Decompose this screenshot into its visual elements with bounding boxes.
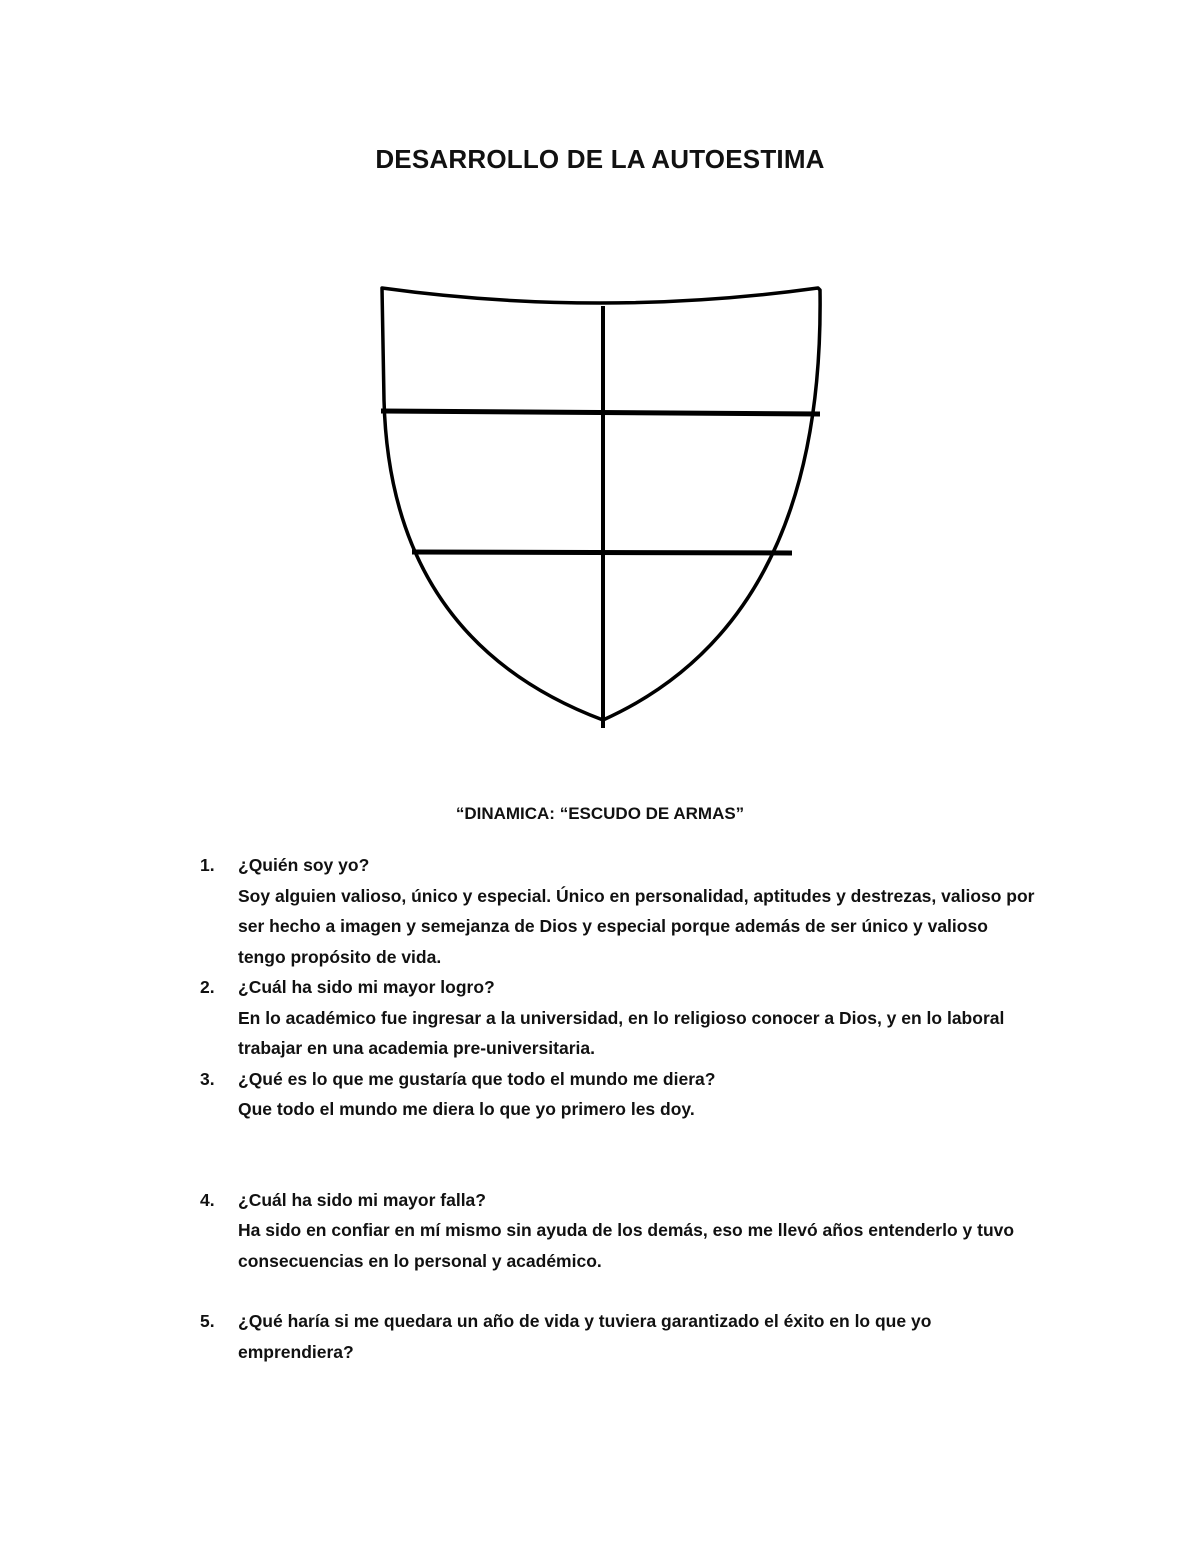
question-number: 2. (200, 977, 215, 997)
question-text: ¿Cuál ha sido mi mayor logro? (238, 977, 495, 997)
answer-text: En lo académico fue ingresar a la universidad, en lo religioso conocer a Dios, y en lo laboral trabajar en una academia pre-universitaria. (238, 1007, 1005, 1058)
question-text: ¿Cuál ha sido mi mayor falla? (238, 1189, 486, 1210)
list-item (198, 1306, 1038, 1367)
shield-diagram (370, 280, 830, 740)
question-text: ¿Qué es lo que me gustaría que todo el mundo me diera? (238, 1068, 716, 1089)
activity-subtitle: “DINAMICA: “ESCUDO DE ARMAS” (455, 804, 745, 823)
question-number: 1. (200, 855, 215, 875)
answer-text: Soy alguien valioso, único y especial. Único en personalidad, aptitudes y destrezas, valioso por ser hecho a imagen y semejanza de Dios y especial porque además de ser único y valioso tengo propósito de vida. (238, 885, 1035, 967)
list-item (198, 972, 1038, 1064)
list-item (198, 850, 1038, 972)
list-item (198, 1064, 1038, 1125)
question-number: 4. (200, 1189, 215, 1210)
question-number: 3. (200, 1068, 215, 1089)
question-list (198, 850, 1038, 1367)
document-title: DESARROLLO DE LA AUTOESTIMA (375, 144, 825, 174)
list-item (198, 1185, 1038, 1277)
question-text: ¿Quién soy yo? (238, 855, 370, 875)
question-text: ¿Qué haría si me quedara un año de vida y tuviera garantizado el éxito en lo que yo emprendiera? (238, 1311, 932, 1362)
answer-text: Ha sido en confiar en mí mismo sin ayuda de los demás, eso me llevó años entenderlo y tuvo consecuencias en lo personal y académico. (238, 1220, 1015, 1271)
question-number: 5. (200, 1311, 215, 1331)
shield-divider-horizontal-top (381, 411, 820, 414)
answer-text: Que todo el mundo me diera lo que yo primero les doy. (238, 1099, 695, 1119)
